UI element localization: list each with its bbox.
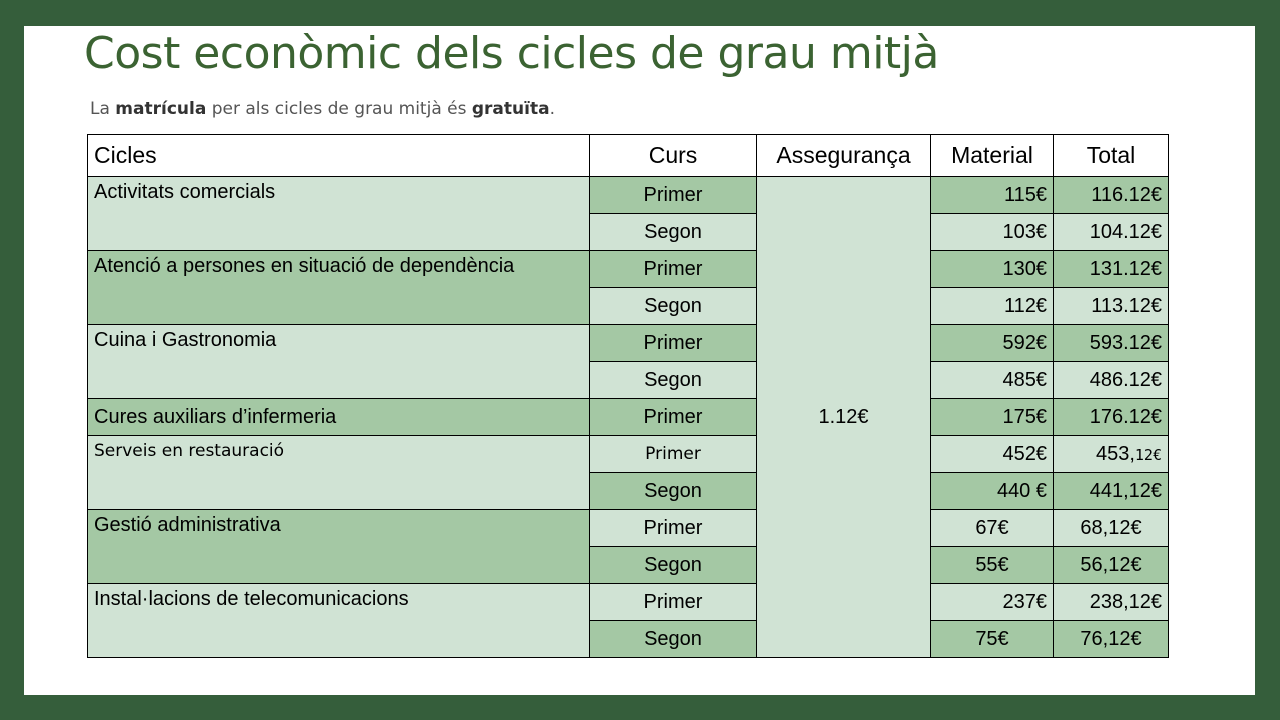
table-row [88,436,1169,473]
subtitle-text: La [90,99,116,119]
total-cell: 238,12€ [1054,584,1169,621]
table-row [88,325,1169,362]
total-cell: 176.12€ [1054,399,1169,436]
total-cell: 113.12€ [1054,288,1169,325]
total-cell: 104.12€ [1054,214,1169,251]
total-cell: 441,12€ [1054,473,1169,510]
table-row [88,510,1169,547]
table-row [88,399,1169,436]
course-cell: Segon [590,473,757,510]
subtitle [90,99,555,119]
material-cell: 592€ [931,325,1054,362]
subtitle-bold-matricula: matrícula [115,99,207,119]
cycle-name: Serveis en restauració [88,436,590,510]
course-cell: Segon [590,621,757,658]
material-cell: 237€ [931,584,1054,621]
subtitle-bold-gratuita: gratuïta [471,99,550,119]
course-cell: Primer [590,436,757,473]
course-cell: Primer [590,177,757,214]
table-row [88,584,1169,621]
table-row [88,251,1169,288]
total-cell: 593.12€ [1054,325,1169,362]
total-cell [1054,436,1169,473]
total-cell: 116.12€ [1054,177,1169,214]
header-total: Total [1054,135,1169,177]
course-cell: Segon [590,362,757,399]
course-cell: Primer [590,510,757,547]
header-asseguranca: Assegurança [757,135,931,177]
total-cell: 486.12€ [1054,362,1169,399]
header-cicles: Cicles [88,135,590,177]
course-cell: Segon [590,214,757,251]
slide [24,26,1255,695]
material-cell: 115€ [931,177,1054,214]
header-material: Material [931,135,1054,177]
material-cell: 112€ [931,288,1054,325]
subtitle-text: per als cicles de grau mitjà és [206,99,472,119]
header-curs: Curs [590,135,757,177]
total-cell: 68,12€ [1054,510,1169,547]
material-cell: 55€ [931,547,1054,584]
course-cell: Segon [590,547,757,584]
total-cell: 131.12€ [1054,251,1169,288]
material-cell: 175€ [931,399,1054,436]
course-cell: Segon [590,288,757,325]
slide-title: Cost econòmic dels cicles de grau mitjà [84,28,939,79]
total-small: 12€ [1134,445,1162,464]
table-header-row [88,135,1169,177]
cycle-name: Cures auxiliars d’infermeria [88,399,590,436]
course-cell: Primer [590,325,757,362]
material-cell: 485€ [931,362,1054,399]
total-main: 453, [1095,442,1135,465]
material-cell: 103€ [931,214,1054,251]
total-cell: 56,12€ [1054,547,1169,584]
course-cell: Primer [590,399,757,436]
material-cell: 130€ [931,251,1054,288]
cycle-name: Instal·lacions de telecomunicacions [88,584,590,658]
insurance-cell: 1.12€ [757,177,931,658]
cost-table [87,134,1169,658]
material-cell: 440 € [931,473,1054,510]
subtitle-text: . [549,99,555,119]
table-row [88,177,1169,214]
total-cell: 76,12€ [1054,621,1169,658]
cycle-name: Gestió administrativa [88,510,590,584]
material-cell: 67€ [931,510,1054,547]
course-cell: Primer [590,251,757,288]
cycle-name: Activitats comercials [88,177,590,251]
material-cell: 452€ [931,436,1054,473]
course-cell: Primer [590,584,757,621]
cycle-name: Cuina i Gastronomia [88,325,590,399]
material-cell: 75€ [931,621,1054,658]
cycle-name: Atenció a persones en situació de dependència [88,251,590,325]
